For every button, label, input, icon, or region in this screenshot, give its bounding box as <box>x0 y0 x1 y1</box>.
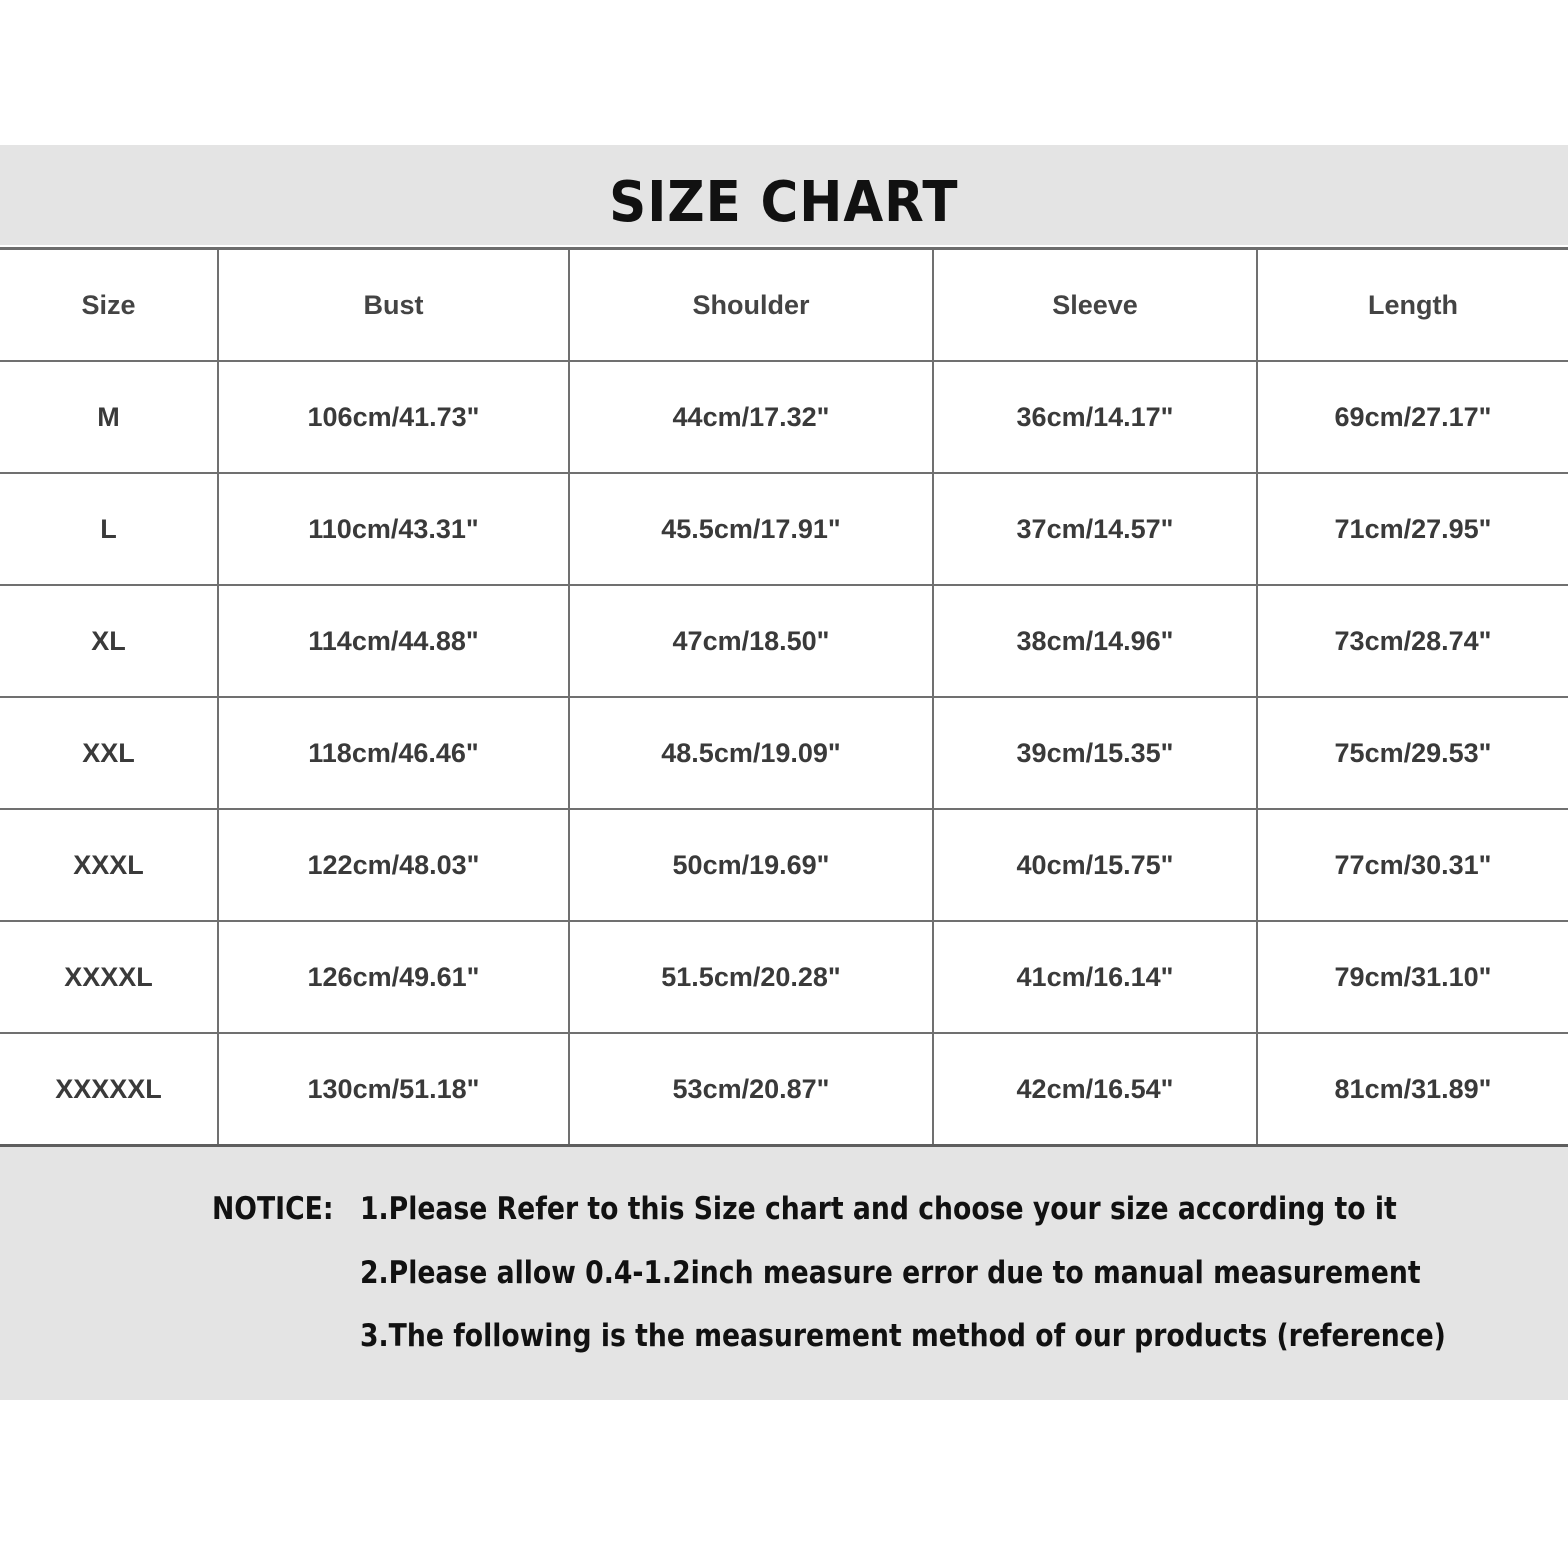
sleeve-cell: 42cm/16.54" <box>933 1033 1257 1146</box>
shoulder-cell: 47cm/18.50" <box>569 585 933 697</box>
bust-cell: 130cm/51.18" <box>218 1033 569 1146</box>
bust-cell: 110cm/43.31" <box>218 473 569 585</box>
size-cell: XXXL <box>0 809 218 921</box>
table-row <box>0 697 1568 809</box>
sleeve-cell: 37cm/14.57" <box>933 473 1257 585</box>
length-cell: 75cm/29.53" <box>1257 697 1568 809</box>
column-header-size: Size <box>0 249 218 362</box>
table-row <box>0 809 1568 921</box>
shoulder-cell: 45.5cm/17.91" <box>569 473 933 585</box>
length-cell: 69cm/27.17" <box>1257 361 1568 473</box>
size-cell: M <box>0 361 218 473</box>
column-header-sleeve: Sleeve <box>933 249 1257 362</box>
notice-band <box>0 1147 1568 1400</box>
length-cell: 71cm/27.95" <box>1257 473 1568 585</box>
shoulder-cell: 51.5cm/20.28" <box>569 921 933 1033</box>
bust-cell: 118cm/46.46" <box>218 697 569 809</box>
size-table <box>0 247 1568 1147</box>
table-row <box>0 1033 1568 1146</box>
column-header-bust: Bust <box>218 249 569 362</box>
shoulder-cell: 48.5cm/19.09" <box>569 697 933 809</box>
length-cell: 79cm/31.10" <box>1257 921 1568 1033</box>
column-header-length: Length <box>1257 249 1568 362</box>
notice-item-3: 3.The following is the measurement method of our products (reference) <box>360 1318 1446 1354</box>
size-cell: XXXXL <box>0 921 218 1033</box>
sleeve-cell: 41cm/16.14" <box>933 921 1257 1033</box>
page-title: SIZE CHART <box>609 169 959 235</box>
title-band <box>0 145 1568 245</box>
size-cell: XL <box>0 585 218 697</box>
table-row <box>0 921 1568 1033</box>
table-header-row <box>0 249 1568 362</box>
sleeve-cell: 39cm/15.35" <box>933 697 1257 809</box>
notice-label: NOTICE: <box>212 1191 334 1227</box>
length-cell: 73cm/28.74" <box>1257 585 1568 697</box>
size-cell: XXL <box>0 697 218 809</box>
notice-item-1: 1.Please Refer to this Size chart and choose your size according to it <box>360 1191 1397 1227</box>
shoulder-cell: 53cm/20.87" <box>569 1033 933 1146</box>
table-row <box>0 361 1568 473</box>
length-cell: 77cm/30.31" <box>1257 809 1568 921</box>
bust-cell: 106cm/41.73" <box>218 361 569 473</box>
bust-cell: 114cm/44.88" <box>218 585 569 697</box>
size-cell: L <box>0 473 218 585</box>
size-cell: XXXXXL <box>0 1033 218 1146</box>
bust-cell: 126cm/49.61" <box>218 921 569 1033</box>
shoulder-cell: 50cm/19.69" <box>569 809 933 921</box>
length-cell: 81cm/31.89" <box>1257 1033 1568 1146</box>
bust-cell: 122cm/48.03" <box>218 809 569 921</box>
column-header-shoulder: Shoulder <box>569 249 933 362</box>
shoulder-cell: 44cm/17.32" <box>569 361 933 473</box>
notice-item-2: 2.Please allow 0.4-1.2inch measure error due to manual measurement <box>360 1255 1421 1291</box>
table-row <box>0 473 1568 585</box>
sleeve-cell: 36cm/14.17" <box>933 361 1257 473</box>
table-row <box>0 585 1568 697</box>
sleeve-cell: 40cm/15.75" <box>933 809 1257 921</box>
sleeve-cell: 38cm/14.96" <box>933 585 1257 697</box>
